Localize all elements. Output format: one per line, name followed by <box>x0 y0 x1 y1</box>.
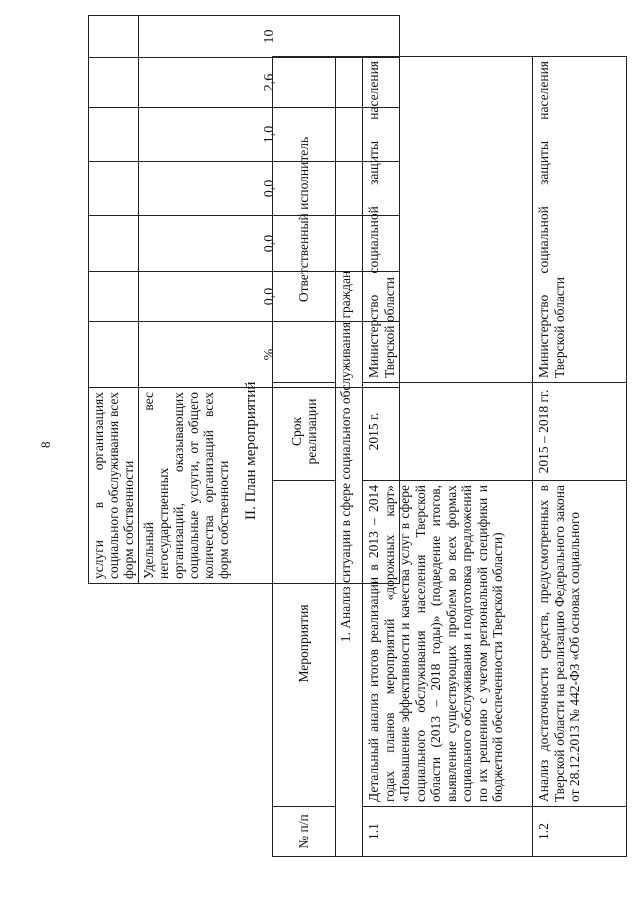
header-measures: Мероприятия <box>273 481 336 807</box>
row-num: 1.2 <box>533 807 627 857</box>
row-executor: Министерство социальной защиты населения Тверской области <box>363 57 533 383</box>
indicator-name: Удельный вес негосударственных организаций, оказывающих социальные услуги, от общего количества организаций всех форм собственности <box>139 388 400 584</box>
value-cell: 0,0 <box>139 272 400 322</box>
value-cell <box>89 108 139 162</box>
value-cell: 1,0 <box>139 108 400 162</box>
header-num: № п/п <box>273 807 336 857</box>
row-executor: Министерство социальной защиты населения Тверской области <box>533 57 627 383</box>
plan-section-row <box>336 57 363 857</box>
header-term: Срок реализации <box>273 383 336 481</box>
plan-row <box>363 57 533 857</box>
value-cell: 10 <box>139 16 400 58</box>
value-cell: 0,0 <box>139 162 400 216</box>
indicator-name: услуги в организациях социального обслуживания всех форм собственности <box>89 388 139 584</box>
value-cell <box>89 16 139 58</box>
section-heading: II. План мероприятий <box>243 381 259 520</box>
value-cell <box>89 162 139 216</box>
header-executor: Ответственный исполнитель <box>273 57 336 383</box>
value-cell: 2,6 <box>139 58 400 108</box>
row-measure: Детальный анализ итогов реализации в 2013 – 2014 годах планов мероприятий «дорожных карт» «Повышение эффективности и качества услуг в сфере социального обслуживания населения Тверской области (2013 – 2018 годы)» (подведение итогов, выявление существующих проблем во всех формах социального обслуживания и подготовка предложений по их решению с учетом региональной специфики и бюджетной обеспеченности Тверской области) <box>363 481 533 807</box>
unit-cell: % <box>139 322 400 388</box>
indicator-row <box>89 16 139 584</box>
value-cell <box>89 272 139 322</box>
plan-row <box>533 57 627 857</box>
unit-cell <box>89 322 139 388</box>
page-number: 8 <box>38 441 53 448</box>
value-cell <box>89 216 139 272</box>
section-title: 1. Анализ ситуации в сфере социального обслуживания граждан <box>336 57 363 857</box>
plan-table <box>272 57 627 857</box>
value-cell: 0,0 <box>139 216 400 272</box>
plan-header-row <box>273 57 336 857</box>
row-term: 2015 г. <box>363 383 533 481</box>
row-num: 1.1 <box>363 807 533 857</box>
row-measure: Анализ достаточности средств, предусмотренных в Тверской области на реализацию Федерального закона от 28.12.2013 № 442-ФЗ «Об основах социального <box>533 481 627 807</box>
value-cell <box>89 58 139 108</box>
row-term: 2015 – 2018 гг. <box>533 383 627 481</box>
